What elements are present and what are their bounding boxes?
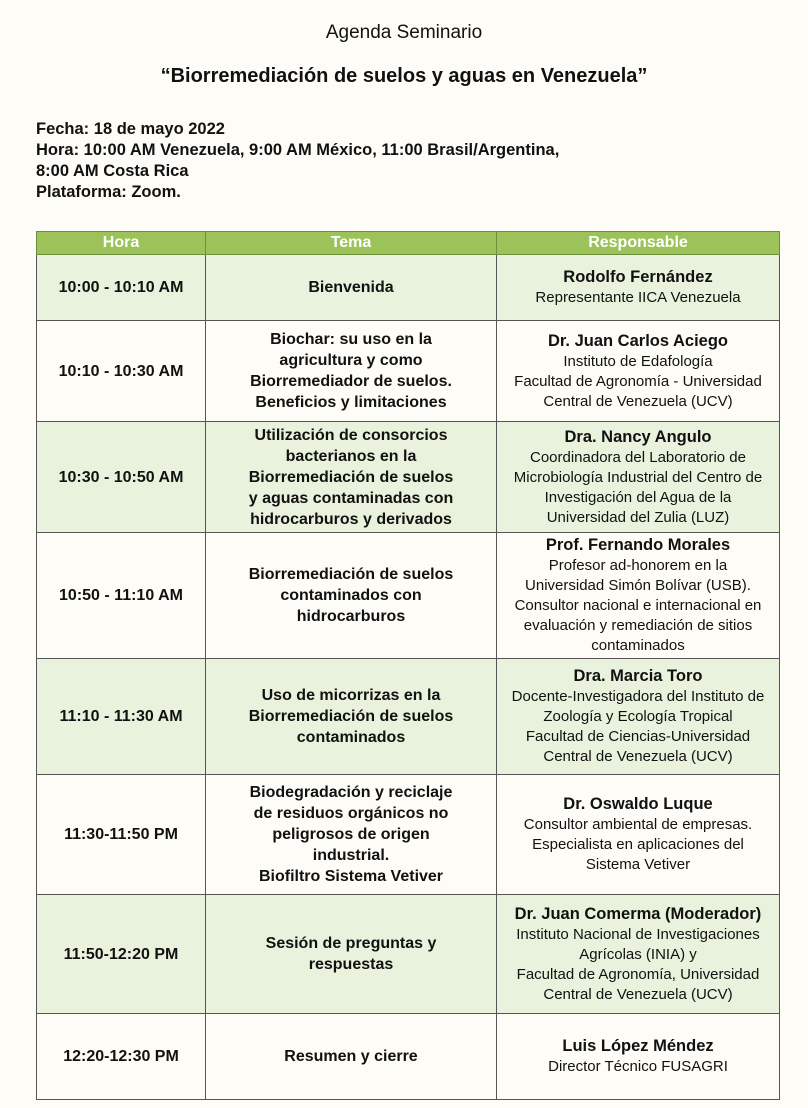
responsable-name: Dr. Juan Comerma (Moderador) bbox=[514, 904, 762, 923]
row-tema bbox=[206, 775, 497, 895]
responsable-detail: Especialista en aplicaciones del bbox=[532, 836, 744, 853]
responsable-detail: Docente-Investigadora del Instituto de bbox=[511, 688, 765, 705]
row-responsable bbox=[497, 422, 780, 533]
responsable-name: Dra. Nancy Angulo bbox=[564, 427, 712, 446]
responsable-detail: Facultad de Agronomía, Universidad bbox=[516, 965, 760, 983]
header-hora: Hora bbox=[37, 232, 206, 255]
tema-line: Sesión de preguntas y bbox=[265, 935, 437, 952]
responsable-name: Dra. Marcia Toro bbox=[573, 667, 703, 685]
row-responsable bbox=[497, 533, 780, 659]
agenda-table bbox=[36, 231, 780, 1100]
responsable-detail: Instituto Nacional de Investigaciones bbox=[516, 925, 760, 943]
row-responsable bbox=[497, 321, 780, 422]
responsable-detail: Universidad del Zulia (LUZ) bbox=[546, 508, 730, 526]
agenda-row bbox=[37, 659, 780, 775]
row-tema bbox=[206, 895, 497, 1014]
agenda-row bbox=[37, 533, 780, 659]
tema-line: Biofiltro Sistema Vetiver bbox=[258, 868, 444, 885]
responsable-detail: Microbiología Industrial del Centro de bbox=[513, 468, 763, 486]
agenda-row bbox=[37, 775, 780, 895]
responsable-detail: Facultad de Agronomía - Universidad bbox=[514, 372, 762, 390]
row-hora: 11:10 - 11:30 AM bbox=[37, 659, 206, 775]
header-tema: Tema bbox=[206, 232, 497, 255]
responsable-detail: Central de Venezuela (UCV) bbox=[543, 985, 733, 1003]
seminar-subtitle: “Biorremediación de suelos y aguas en Venezuela” bbox=[160, 65, 648, 87]
info-plataforma: Plataforma: Zoom. bbox=[36, 183, 181, 201]
tema-line: peligrosos de origen bbox=[272, 826, 430, 843]
row-hora: 12:20-12:30 PM bbox=[37, 1014, 206, 1100]
agenda-header-row bbox=[37, 232, 780, 255]
info-hora-line2: 8:00 AM Costa Rica bbox=[36, 162, 189, 180]
tema-line: Uso de micorrizas en la bbox=[261, 687, 441, 704]
responsable-name: Dr. Oswaldo Luque bbox=[563, 795, 713, 813]
tema-line: Utilización de consorcios bbox=[254, 426, 448, 444]
tema-line: hidrocarburos y derivados bbox=[250, 510, 452, 528]
responsable-detail: Facultad de Ciencias-Universidad bbox=[525, 728, 751, 745]
tema-line: Resumen y cierre bbox=[284, 1048, 418, 1065]
row-hora: 11:30-11:50 PM bbox=[37, 775, 206, 895]
responsable-name: Luis López Méndez bbox=[562, 1037, 714, 1055]
responsable-detail: evaluación y remediación de sitios bbox=[523, 617, 753, 634]
info-fecha: Fecha: 18 de mayo 2022 bbox=[36, 120, 225, 138]
row-responsable bbox=[497, 775, 780, 895]
row-hora: 10:30 - 10:50 AM bbox=[37, 422, 206, 533]
responsable-detail: Agrícolas (INIA) y bbox=[579, 945, 697, 963]
responsable-detail: Coordinadora del Laboratorio de bbox=[530, 448, 746, 466]
header-responsable: Responsable bbox=[497, 232, 780, 255]
tema-line: contaminados bbox=[296, 729, 406, 746]
row-hora: 11:50-12:20 PM bbox=[37, 895, 206, 1014]
tema-line: Biochar: su uso en la bbox=[270, 331, 432, 348]
tema-line: industrial. bbox=[312, 847, 390, 864]
responsable-detail: Investigación del Agua de la bbox=[544, 488, 732, 506]
tema-line: hidrocarburos bbox=[296, 608, 406, 625]
responsable-detail: Universidad Simón Bolívar (USB). bbox=[525, 577, 751, 594]
page-title: Agenda Seminario bbox=[325, 22, 483, 43]
responsable-detail: Consultor nacional e internacional en bbox=[514, 597, 762, 614]
row-responsable bbox=[497, 659, 780, 775]
row-tema bbox=[206, 321, 497, 422]
responsable-detail: contaminados bbox=[591, 637, 685, 654]
tema-line: Biorremediación de suelos bbox=[248, 468, 454, 486]
row-hora: 10:10 - 10:30 AM bbox=[37, 321, 206, 422]
tema-line: y aguas contaminadas con bbox=[248, 489, 454, 507]
row-hora: 10:00 - 10:10 AM bbox=[37, 255, 206, 321]
row-responsable bbox=[497, 1014, 780, 1100]
agenda-row bbox=[37, 422, 780, 533]
tema-line: agricultura y como bbox=[279, 352, 423, 369]
agenda-row bbox=[37, 321, 780, 422]
info-hora-line1: Hora: 10:00 AM Venezuela, 9:00 AM México, 11:00 Brasil/Argentina, bbox=[36, 141, 560, 159]
responsable-detail: Profesor ad-honorem en la bbox=[548, 557, 728, 574]
responsable-name: Prof. Fernando Morales bbox=[545, 536, 731, 554]
responsable-detail: Central de Venezuela (UCV) bbox=[543, 748, 733, 765]
row-tema bbox=[206, 422, 497, 533]
tema-line: Biodegradación y reciclaje bbox=[249, 784, 453, 801]
row-tema bbox=[206, 255, 497, 321]
agenda-row bbox=[37, 1014, 780, 1100]
row-responsable bbox=[497, 895, 780, 1014]
row-tema bbox=[206, 533, 497, 659]
responsable-detail: Consultor ambiental de empresas. bbox=[523, 816, 753, 833]
row-tema bbox=[206, 659, 497, 775]
responsable-detail: Zoología y Ecología Tropical bbox=[543, 708, 733, 725]
event-info bbox=[36, 119, 559, 203]
tema-line: Biorremediación de suelos bbox=[248, 566, 454, 583]
responsable-detail: Representante IICA Venezuela bbox=[535, 289, 741, 306]
agenda-body bbox=[37, 255, 780, 1100]
responsable-name: Rodolfo Fernández bbox=[563, 268, 713, 286]
agenda-row bbox=[37, 255, 780, 321]
tema-line: de residuos orgánicos no bbox=[253, 805, 449, 822]
tema-line: contaminados con bbox=[280, 587, 422, 604]
tema-line: bacterianos en la bbox=[285, 447, 417, 465]
responsable-name: Dr. Juan Carlos Aciego bbox=[547, 331, 729, 350]
row-responsable bbox=[497, 255, 780, 321]
responsable-detail: Sistema Vetiver bbox=[585, 856, 691, 873]
responsable-detail: Instituto de Edafología bbox=[563, 352, 713, 370]
tema-line: Beneficios y limitaciones bbox=[255, 394, 447, 411]
tema-line: Bienvenida bbox=[308, 279, 394, 296]
tema-line: respuestas bbox=[308, 956, 394, 973]
agenda-row bbox=[37, 895, 780, 1014]
responsable-detail: Director Técnico FUSAGRI bbox=[548, 1058, 728, 1075]
row-hora: 10:50 - 11:10 AM bbox=[37, 533, 206, 659]
responsable-detail: Central de Venezuela (UCV) bbox=[543, 392, 733, 410]
tema-line: Biorremediador de suelos. bbox=[250, 373, 452, 390]
row-tema bbox=[206, 1014, 497, 1100]
tema-line: Biorremediación de suelos bbox=[248, 708, 454, 725]
